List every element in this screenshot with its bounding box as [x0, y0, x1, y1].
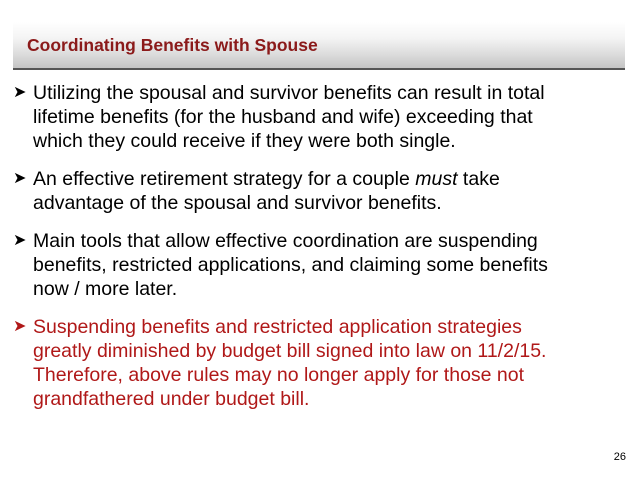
bullet-text-line: Suspending benefits and restricted application strategies	[33, 316, 522, 338]
bullet-text-line	[33, 167, 613, 191]
bullet-text-line: Therefore, above rules may no longer apply for those not	[33, 364, 525, 386]
page-number: 26	[613, 451, 626, 463]
arrow-bullet-icon: ➤	[13, 170, 27, 187]
arrow-bullet-icon: ➤	[13, 84, 27, 101]
arrow-bullet-icon: ➤	[13, 232, 27, 249]
bullet-item-highlight	[13, 315, 613, 411]
title-underline	[13, 68, 625, 70]
bullet-text-line: benefits, restricted applications, and claiming some benefits	[33, 254, 548, 276]
bullet-item	[13, 229, 613, 301]
bullet-text-line: Main tools that allow effective coordination are suspending	[33, 230, 538, 252]
bullet-list	[13, 81, 613, 425]
bullet-text-line: lifetime benefits (for the husband and wife) exceeding that	[33, 106, 533, 128]
bullet-text-line: Utilizing the spousal and survivor benefits can result in total	[33, 82, 545, 104]
slide-title: Coordinating Benefits with Spouse	[27, 35, 318, 55]
bullet-text-segment: take	[457, 168, 500, 190]
bullet-item	[13, 81, 613, 153]
bullet-text-line: greatly diminished by budget bill signed into law on 11/2/15.	[33, 340, 547, 362]
bullet-text-line: now / more later.	[33, 278, 178, 300]
bullet-item	[13, 167, 613, 215]
emphasis-text: must	[415, 168, 458, 190]
bullet-text-line: grandfathered under budget bill.	[33, 388, 310, 410]
bullet-text-line: advantage of the spousal and survivor benefits.	[33, 192, 442, 214]
arrow-bullet-icon: ➤	[13, 318, 27, 335]
bullet-text-line: which they could receive if they were both single.	[33, 130, 456, 152]
bullet-text-segment: An effective retirement strategy for a couple	[33, 168, 416, 190]
